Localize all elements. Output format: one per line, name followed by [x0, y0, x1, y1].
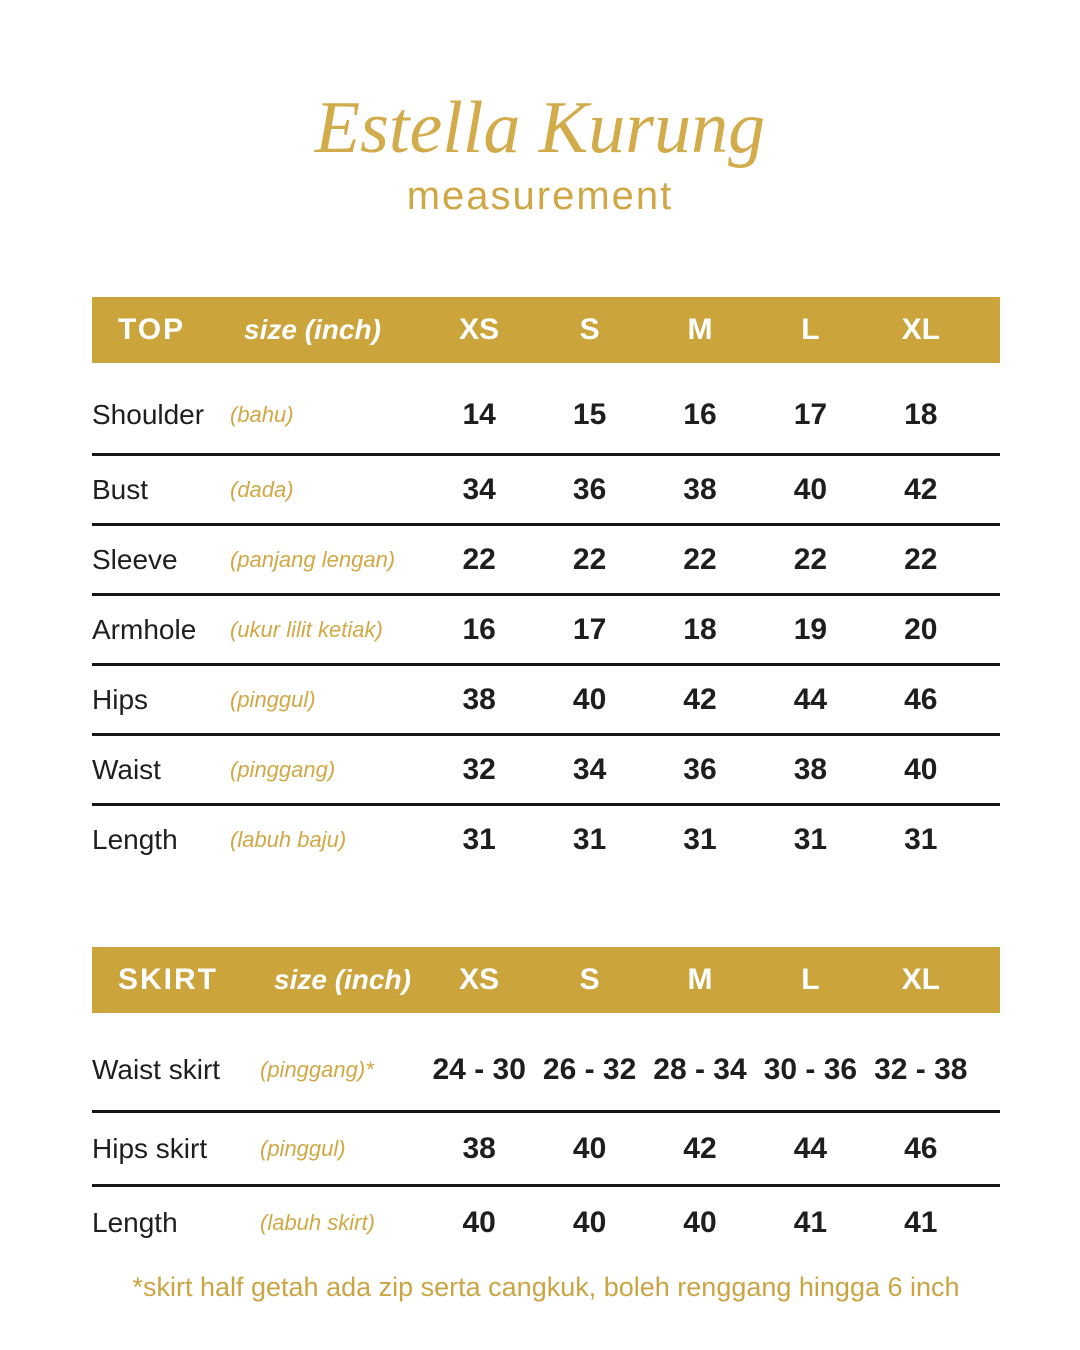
- cell-value: 31: [462, 822, 496, 856]
- cell-value: 38: [683, 472, 717, 506]
- cell-value: 17: [572, 612, 607, 646]
- row-sublabel: (pinggul): [260, 1135, 346, 1161]
- top-size-unit-label: size (inch): [244, 314, 381, 345]
- cell-value: 42: [904, 472, 938, 506]
- cell-value: 24 - 30: [432, 1052, 526, 1086]
- top-table-header-bar: [92, 297, 1000, 363]
- footnote: *skirt half getah ada zip serta cangkuk, boleh renggang hingga 6 inch: [132, 1272, 960, 1302]
- table-row-shoulder: [92, 363, 1000, 453]
- row-label: Sleeve: [92, 543, 178, 575]
- top-measurement-table: [92, 297, 1000, 873]
- cell-value: 16: [462, 612, 496, 646]
- skirt-size-unit-label: size (inch): [274, 964, 411, 995]
- table-row-hips-skirt: [92, 1110, 1000, 1184]
- table-row-length-skirt: [92, 1184, 1000, 1258]
- top-size-col-m: M: [687, 313, 713, 346]
- row-label: Hips skirt: [92, 1132, 208, 1164]
- row-label: Hips: [92, 683, 149, 715]
- cell-value: 40: [572, 1131, 607, 1165]
- row-sublabel: (labuh skirt): [260, 1209, 375, 1235]
- row-label: Waist skirt: [92, 1053, 221, 1085]
- cell-value: 34: [462, 472, 496, 506]
- cell-value: 42: [683, 1131, 717, 1165]
- cell-value: 44: [793, 1131, 828, 1165]
- cell-value: 30 - 36: [763, 1052, 858, 1086]
- cell-value: 22: [683, 542, 717, 576]
- cell-value: 38: [793, 752, 828, 786]
- top-table-title: TOP: [118, 313, 186, 346]
- cell-value: 31: [683, 822, 717, 856]
- cell-value: 34: [572, 752, 607, 786]
- table-row-hips: [92, 663, 1000, 733]
- cell-value: 28 - 34: [653, 1052, 747, 1086]
- cell-value: 15: [572, 398, 607, 431]
- row-sublabel: (pinggul): [230, 686, 316, 712]
- table-row-length-top: [92, 803, 1000, 873]
- cell-value: 40: [572, 1205, 607, 1239]
- skirt-table-header-bar: [92, 947, 1000, 1013]
- cell-value: 18: [683, 612, 717, 646]
- cell-value: 32: [462, 752, 496, 786]
- cell-value: 22: [572, 542, 607, 576]
- cell-value: 41: [793, 1205, 828, 1239]
- row-sublabel: (bahu): [230, 402, 294, 427]
- table-row-armhole: [92, 593, 1000, 663]
- top-size-col-xl: XL: [901, 313, 940, 346]
- cell-value: 36: [683, 752, 717, 786]
- cell-value: 46: [904, 1131, 938, 1165]
- skirt-measurement-table: [92, 947, 1000, 1258]
- cell-value: 41: [904, 1205, 938, 1239]
- cell-value: 40: [683, 1205, 717, 1239]
- table-row-waist: [92, 733, 1000, 803]
- cell-value: 44: [793, 682, 828, 716]
- row-sublabel: (dada): [230, 476, 294, 502]
- cell-value: 40: [793, 472, 828, 506]
- skirt-size-col-l: L: [801, 963, 820, 996]
- cell-value: 20: [904, 612, 938, 646]
- table-row-waist-skirt: [92, 1013, 1000, 1110]
- page-title: Estella Kurung: [314, 87, 766, 169]
- cell-value: 38: [462, 1131, 496, 1165]
- cell-value: 19: [793, 612, 828, 646]
- cell-value: 14: [462, 398, 496, 431]
- cell-value: 31: [904, 822, 938, 856]
- cell-value: 42: [683, 682, 717, 716]
- page-subtitle: measurement: [406, 174, 674, 218]
- skirt-size-col-m: M: [687, 963, 713, 996]
- top-size-col-xs: XS: [459, 313, 500, 346]
- top-size-col-l: L: [801, 313, 820, 346]
- row-label: Waist: [92, 753, 161, 785]
- cell-value: 16: [683, 398, 717, 431]
- cell-value: 46: [904, 682, 938, 716]
- skirt-table-title: SKIRT: [118, 963, 218, 996]
- cell-value: 22: [793, 542, 828, 576]
- row-sublabel: (panjang lengan): [230, 546, 396, 572]
- cell-value: 17: [793, 398, 828, 431]
- row-label: Length: [92, 1206, 178, 1238]
- row-sublabel: (labuh baju): [230, 826, 347, 852]
- table-row-sleeve: [92, 523, 1000, 593]
- cell-value: 31: [793, 822, 828, 856]
- cell-value: 40: [904, 752, 938, 786]
- cell-value: 31: [572, 822, 607, 856]
- skirt-size-col-xs: XS: [459, 963, 500, 996]
- cell-value: 22: [904, 542, 938, 576]
- table-row-bust: [92, 453, 1000, 523]
- row-label: Bust: [92, 473, 149, 505]
- row-sublabel: (pinggang): [230, 756, 336, 782]
- skirt-size-col-s: S: [579, 963, 600, 996]
- cell-value: 22: [462, 542, 496, 576]
- cell-value: 18: [904, 398, 938, 431]
- row-label: Shoulder: [92, 399, 205, 430]
- cell-value: 32 - 38: [874, 1052, 968, 1086]
- skirt-size-col-xl: XL: [901, 963, 940, 996]
- row-sublabel: (ukur lilit ketiak): [230, 616, 383, 642]
- cell-value: 38: [462, 682, 496, 716]
- row-label: Length: [92, 823, 178, 855]
- cell-value: 40: [572, 682, 607, 716]
- cell-value: 36: [572, 472, 607, 506]
- row-label: Armhole: [92, 613, 197, 645]
- cell-value: 40: [462, 1205, 496, 1239]
- title-block: [0, 86, 1080, 220]
- cell-value: 26 - 32: [542, 1052, 637, 1086]
- top-size-col-s: S: [579, 313, 600, 346]
- row-sublabel: (pinggang)*: [260, 1056, 374, 1082]
